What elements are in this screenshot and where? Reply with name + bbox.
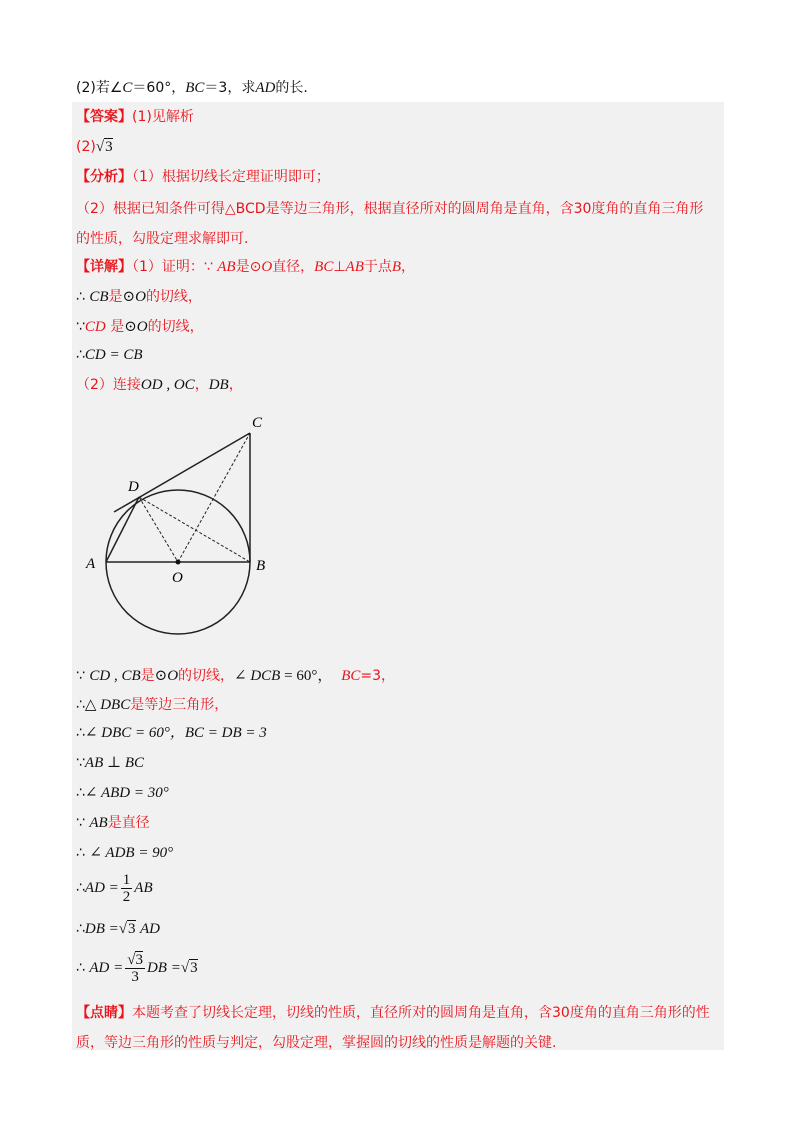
detail-text: 直径， — [272, 259, 315, 275]
step-7 — [76, 842, 173, 864]
step-math: DB = — [146, 960, 181, 976]
comment-text: 本题考查了切线长定理，切线的性质，直径所对的圆周角是直角，含30度角的直角三角形的性质，等边三角形的性质与判定，勾股定理，掌握圆的切线的性质是解题的关键. — [76, 1005, 710, 1051]
step-math: ⊙O — [154, 668, 179, 684]
step-2 — [76, 694, 228, 716]
fraction-numerator: √3 — [127, 951, 143, 968]
step-math: △ DBC — [84, 697, 131, 713]
answer-part1: (1)见解析 — [132, 109, 194, 125]
therefore-symbol: ∴ — [76, 921, 85, 937]
analysis-line2: （2）根据已知条件可得△BCD是等边三角形，根据直径所对的圆周角是直角，含30度角的直角三角形的性质，勾股定理求解即可. — [76, 201, 704, 247]
because-symbol: ∵ — [76, 668, 90, 684]
therefore-symbol: ∴ — [76, 785, 85, 801]
step-8 — [76, 870, 153, 906]
detail-math: DB — [208, 377, 229, 393]
step-text: 是直径 — [107, 815, 150, 831]
segment-od — [139, 497, 178, 562]
sqrt-radicand: 3 — [190, 960, 198, 976]
detail-text: ， — [228, 377, 243, 393]
step-math: ∠ ABD = 30° — [84, 785, 169, 801]
therefore-symbol: ∴ — [76, 725, 85, 741]
question-bc: BC — [185, 80, 205, 96]
segment-oc — [178, 433, 250, 562]
detail-line1 — [76, 256, 415, 278]
answer-part2-line — [76, 136, 113, 158]
step-3 — [76, 722, 267, 744]
comment-block — [76, 998, 716, 1058]
detail-text: ， — [194, 377, 209, 393]
analysis-tag: 【分析】 — [76, 169, 132, 185]
label-a: A — [86, 556, 96, 572]
detail-line3 — [76, 316, 204, 338]
step-math: CD , CB — [89, 668, 141, 684]
step-10 — [76, 948, 198, 988]
answer-part2-value: 3 — [105, 139, 113, 155]
therefore-symbol: ∴ — [76, 880, 85, 896]
question-angle-c: C — [122, 80, 133, 96]
step-math: AB — [89, 815, 108, 831]
geometry-figure — [80, 405, 300, 645]
because-symbol: ∵ — [76, 319, 85, 335]
therefore-symbol: ∴ — [76, 347, 85, 363]
detail-math: ⊙O — [122, 289, 146, 305]
tangent-cd — [114, 433, 250, 512]
step-math: AD = — [89, 960, 124, 976]
step-math: DB = — [84, 921, 119, 937]
detail-math: AB — [217, 259, 236, 275]
step-math: ∠ DCB — [234, 668, 281, 684]
therefore-symbol: ∴ — [76, 960, 90, 976]
because-symbol: ∵ — [76, 815, 90, 831]
step-math: AB — [134, 880, 153, 896]
detail-text: （2）连接 — [76, 377, 141, 393]
question-text: ＝3，求 — [204, 80, 256, 96]
therefore-symbol: ∴ — [76, 697, 85, 713]
detail-text: ⊥ — [333, 259, 346, 275]
detail-text: 的切线， — [147, 319, 204, 335]
label-o: O — [172, 570, 183, 586]
step-math: ∠ ADB = 90° — [89, 845, 174, 861]
sqrt-radicand: 3 — [128, 921, 136, 937]
question-part2 — [76, 77, 308, 99]
therefore-symbol: ∴ — [76, 845, 90, 861]
answer-tag: 【答案】 — [76, 109, 132, 125]
because-symbol: ∵ — [76, 755, 85, 771]
question-ad: AD — [255, 80, 276, 96]
label-b: B — [256, 558, 266, 574]
detail-math: CB — [89, 289, 109, 305]
comment-tag: 【点睛】 — [76, 1005, 132, 1021]
fraction-sqrt3-over-3 — [125, 952, 145, 985]
step-5 — [76, 782, 169, 804]
label-c: C — [252, 415, 263, 431]
step-math: AB ⊥ BC — [84, 755, 145, 771]
therefore-symbol: ∴ — [76, 289, 90, 305]
segment-db — [139, 497, 250, 562]
step-9 — [76, 918, 160, 940]
detail-text: 于点 — [363, 259, 392, 275]
detail-math: AB — [345, 259, 364, 275]
center-dot — [176, 560, 181, 565]
fraction-numerator: 1 — [122, 871, 131, 888]
step-text: 是 — [140, 668, 155, 684]
sqrt-radicand: 3 — [135, 951, 143, 968]
sqrt-symbol: √3 — [180, 960, 198, 976]
step-math: AD = — [84, 880, 119, 896]
detail-text: 是⊙ — [235, 259, 262, 275]
answer-line — [76, 106, 194, 128]
answer-part2-label: (2) — [76, 139, 96, 155]
analysis-text-1: （1）根据切线长定理证明即可； — [132, 169, 330, 185]
step-math: = 60°， — [280, 668, 333, 684]
detail-math: ⊙O — [124, 319, 148, 335]
step-1 — [76, 665, 395, 687]
fraction-denominator: 3 — [131, 968, 139, 985]
sqrt-symbol: √3 — [95, 139, 113, 155]
step-text: =3， — [360, 668, 396, 684]
detail-line2 — [76, 286, 202, 308]
detail-tag: 【详解】 — [76, 259, 132, 275]
sqrt-symbol: √3 — [118, 921, 136, 937]
step-math: AD — [139, 921, 160, 937]
step-math: ∠ DBC = 60°， — [84, 725, 185, 741]
detail-text: 是 — [105, 319, 125, 335]
question-text: 的长. — [275, 80, 308, 96]
fraction-one-half — [121, 872, 133, 905]
step-6 — [76, 812, 150, 834]
question-text: ＝60°， — [132, 80, 186, 96]
detail-line5 — [76, 374, 243, 396]
analysis-line1 — [76, 166, 330, 188]
step-4 — [76, 752, 144, 774]
detail-text: 的切线， — [145, 289, 202, 305]
detail-text: ， — [401, 259, 416, 275]
step-text: 是等边三角形， — [130, 697, 229, 713]
question-text: (2)若∠ — [76, 80, 123, 96]
detail-math: BC — [314, 259, 334, 275]
detail-math: O — [261, 259, 273, 275]
detail-text: 是 — [108, 289, 123, 305]
step-math: BC — [341, 668, 361, 684]
step-text: 的切线， — [178, 668, 235, 684]
detail-math: CD = CB — [84, 347, 143, 363]
detail-line4 — [76, 344, 143, 366]
step-math: BC = DB = 3 — [184, 725, 267, 741]
detail-math: B — [391, 259, 402, 275]
detail-text: （1）证明：∵ — [132, 259, 218, 275]
fraction-denominator: 2 — [122, 888, 131, 905]
detail-math: CD — [84, 319, 106, 335]
label-d: D — [128, 479, 139, 495]
detail-math: OD , OC — [140, 377, 195, 393]
